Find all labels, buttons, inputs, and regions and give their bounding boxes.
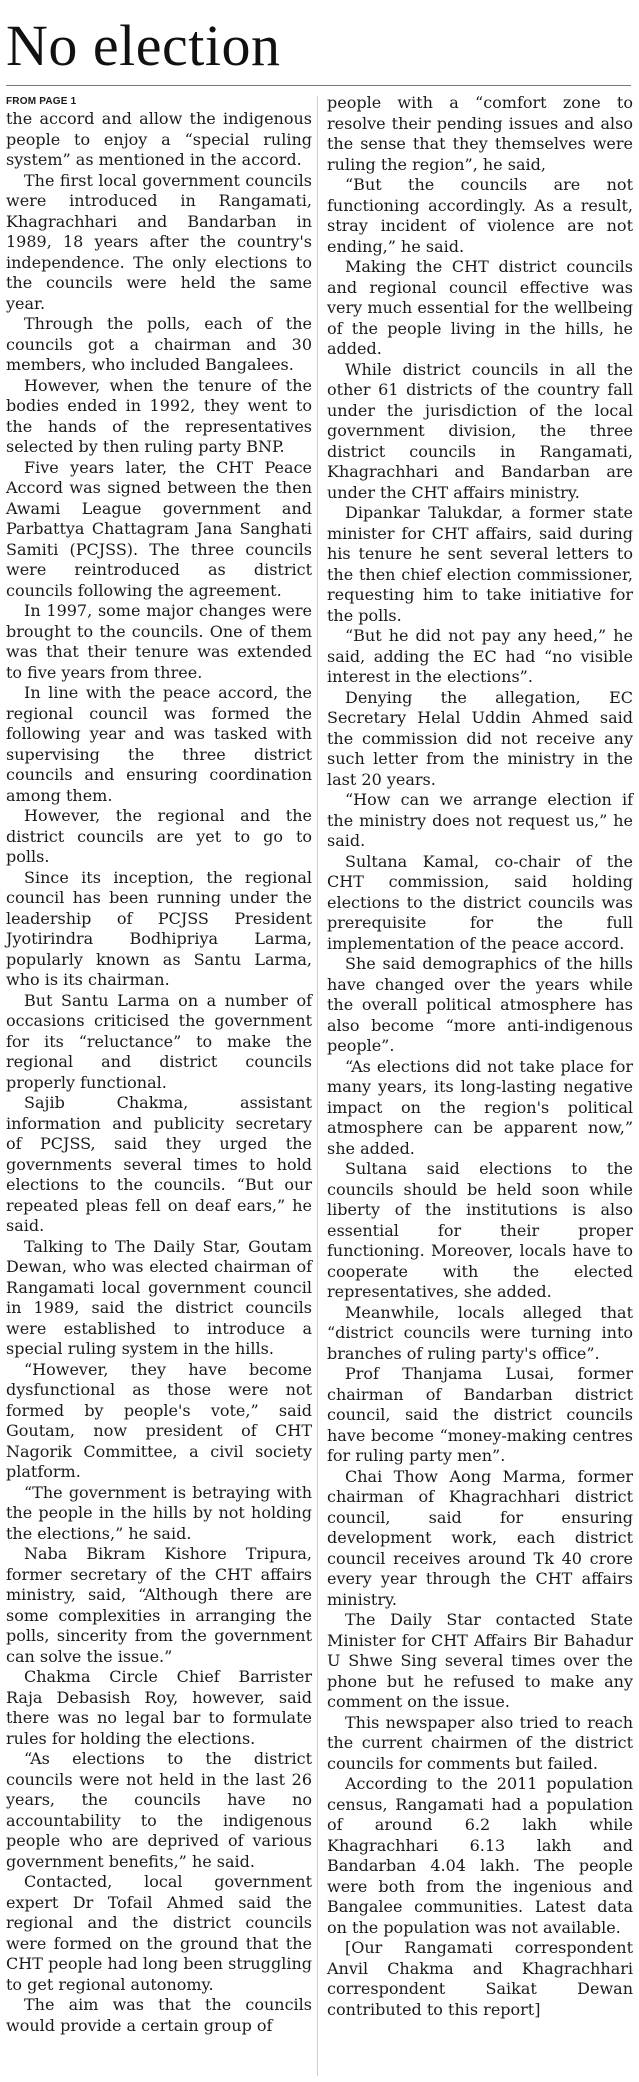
paragraph: In 1997, some major changes were brought to the councils. One of them was that their tenure was extended to five years from three. — [6, 601, 312, 682]
paragraph: Denying the allegation, EC Secretary Helal Uddin Ahmed said the commission did not receive any such letter from the ministry in the last 20 years. — [327, 687, 633, 789]
paragraph: [Our Rangamati correspondent Anvil Chakma and Khagrachhari correspondent Saikat Dewan contributed to this report] — [327, 1938, 633, 2019]
paragraph: “As elections did not take place for many years, its long-lasting negative impact on the region's political atmosphere can be apparent now,” she added. — [327, 1056, 633, 1158]
paragraph: In line with the peace accord, the regional council was formed the following year and was tasked with supervising the three district councils and ensuring coordination among them. — [6, 683, 312, 805]
paragraph: Five years later, the CHT Peace Accord was signed between the then Awami League government and Parbattya Chattagram Jana Sanghati Samiti (PCJSS). The three councils were reintroduced as district councils following the agreement. — [6, 457, 312, 600]
paragraph: Naba Bikram Kishore Tripura, former secretary of the CHT affairs ministry, said, “Although there are some complexities in arranging the polls, sincerity from the government can solve the issue.” — [6, 1544, 312, 1666]
paragraph: Chai Thow Aong Marma, former chairman of Khagrachhari district council, said for ensuring development work, each district council receives around Tk 40 crore every year through the CHT affairs ministry. — [327, 1466, 633, 1609]
paragraph: “However, they have become dysfunctional as those were not formed by people's vote,” said Goutam, now president of CHT Nagorik Committee, a civil society platform. — [6, 1359, 312, 1481]
paragraph: Sajib Chakma, assistant information and publicity secretary of PCJSS, said they urged the governments several times to hold elections to the councils. “But our repeated pleas fell on deaf ears,” he said. — [6, 1093, 312, 1235]
paragraph: “How can we arrange election if the ministry does not request us,” he said. — [327, 790, 633, 850]
paragraph: Dipankar Talukdar, a former state minister for CHT affairs, said during his tenure he sent several letters to the then chief election commissioner, requesting him to take initiative for the polls. — [327, 503, 633, 625]
paragraph: Contacted, local government expert Dr Tofail Ahmed said the regional and the district councils were formed on the ground that the CHT people had long been struggling to get regional autonomy. — [6, 1872, 312, 1994]
paragraph: “But the councils are not functioning accordingly. As a result, stray incident of violence are not ending,” he said. — [327, 175, 633, 256]
continued-from-label: FROM PAGE 1 — [6, 96, 77, 107]
paragraph: However, the regional and the district councils are yet to go to polls. — [6, 806, 312, 866]
column-divider — [317, 96, 318, 2076]
article-column-left — [6, 93, 312, 2036]
paragraph: Making the CHT district councils and regional council effective was very much essential for the wellbeing of the people living in the hills, he added. — [327, 257, 633, 358]
paragraph: people with a “comfort zone to resolve their pending issues and also the sense that they themselves were ruling the region”, he said, — [327, 93, 633, 174]
paragraph: While district councils in all the other 61 districts of the country fall under the jurisdiction of the local government division, the three district councils in Rangamati, Khagrachhari and Bandarban are under the CHT affairs ministry. — [327, 359, 633, 502]
paragraph: This newspaper also tried to reach the current chairmen of the district councils for comments but failed. — [327, 1712, 633, 1773]
paragraph: Since its inception, the regional council has been running under the leadership of PCJSS President Jyotirindra Bodhipriya Larma, popularly known as Santu Larma, who is its chairman. — [6, 867, 312, 989]
headline-rule — [6, 85, 631, 86]
paragraph: “The government is betraying with the people in the hills by not holding the elections,” he said. — [6, 1482, 312, 1543]
article-column-right — [327, 93, 633, 2020]
paragraph: “But he did not pay any heed,” he said, adding the EC had “no visible interest in the elections”. — [327, 626, 633, 686]
paragraph: The Daily Star contacted State Minister for CHT Affairs Bir Bahadur U Shwe Sing several times over the phone but he refused to make any comment on the issue. — [327, 1610, 633, 1711]
paragraph: Talking to The Daily Star, Goutam Dewan, who was elected chairman of Rangamati local government council in 1989, said the district councils were established to introduce a special ruling system in the hills. — [6, 1236, 312, 1358]
headline: No election — [6, 13, 281, 78]
paragraph: Prof Thanjama Lusai, former chairman of Bandarban district council, said the district councils have become “money-making centres for ruling party men”. — [327, 1364, 633, 1465]
paragraph: However, when the tenure of the bodies ended in 1992, they went to the hands of the representatives selected by then ruling party BNP. — [6, 375, 312, 456]
paragraph: The aim was that the councils would provide a certain group of — [6, 1995, 312, 2035]
paragraph: “As elections to the district councils were not held in the last 26 years, the councils have no accountability to the indigenous people who are deprived of various government benefits,” he said. — [6, 1749, 312, 1871]
paragraph: The first local government councils were introduced in Rangamati, Khagrachhari and Bandarban in 1989, 18 years after the country's independence. The only elections to the councils were held the same year. — [6, 170, 312, 313]
paragraph: Sultana said elections to the councils should be held soon while liberty of the institutions is also essential for their proper functioning. Moreover, locals have to cooperate with the elected representatives, she added. — [327, 1159, 633, 1301]
paragraph: Meanwhile, locals alleged that “district councils were turning into branches of ruling party's office”. — [327, 1302, 633, 1363]
paragraph: But Santu Larma on a number of occasions criticised the government for its “reluctance” to make the regional and district councils properly functional. — [6, 990, 312, 1092]
paragraph: According to the 2011 population census, Rangamati had a population of around 6.2 lakh while Khagrachhari 6.13 lakh and Bandarban 4.04 lakh. The people were both from the ingenious and Bangalee communities. Latest data on the population was not available. — [327, 1774, 633, 1937]
paragraph: Chakma Circle Chief Barrister Raja Debasish Roy, however, said there was no legal bar to formulate rules for holding the elections. — [6, 1667, 312, 1748]
paragraph: Through the polls, each of the councils got a chairman and 30 members, who included Bangalees. — [6, 314, 312, 374]
paragraph: Sultana Kamal, co-chair of the CHT commission, said holding elections to the district councils was prerequisite for the full implementation of the peace accord. — [327, 851, 633, 953]
paragraph: the accord and allow the indigenous people to enjoy a “special ruling system” as mentioned in the accord. — [6, 109, 312, 169]
paragraph: She said demographics of the hills have changed over the years while the overall political atmosphere has also become “more anti-indigenous people”. — [327, 954, 633, 1055]
